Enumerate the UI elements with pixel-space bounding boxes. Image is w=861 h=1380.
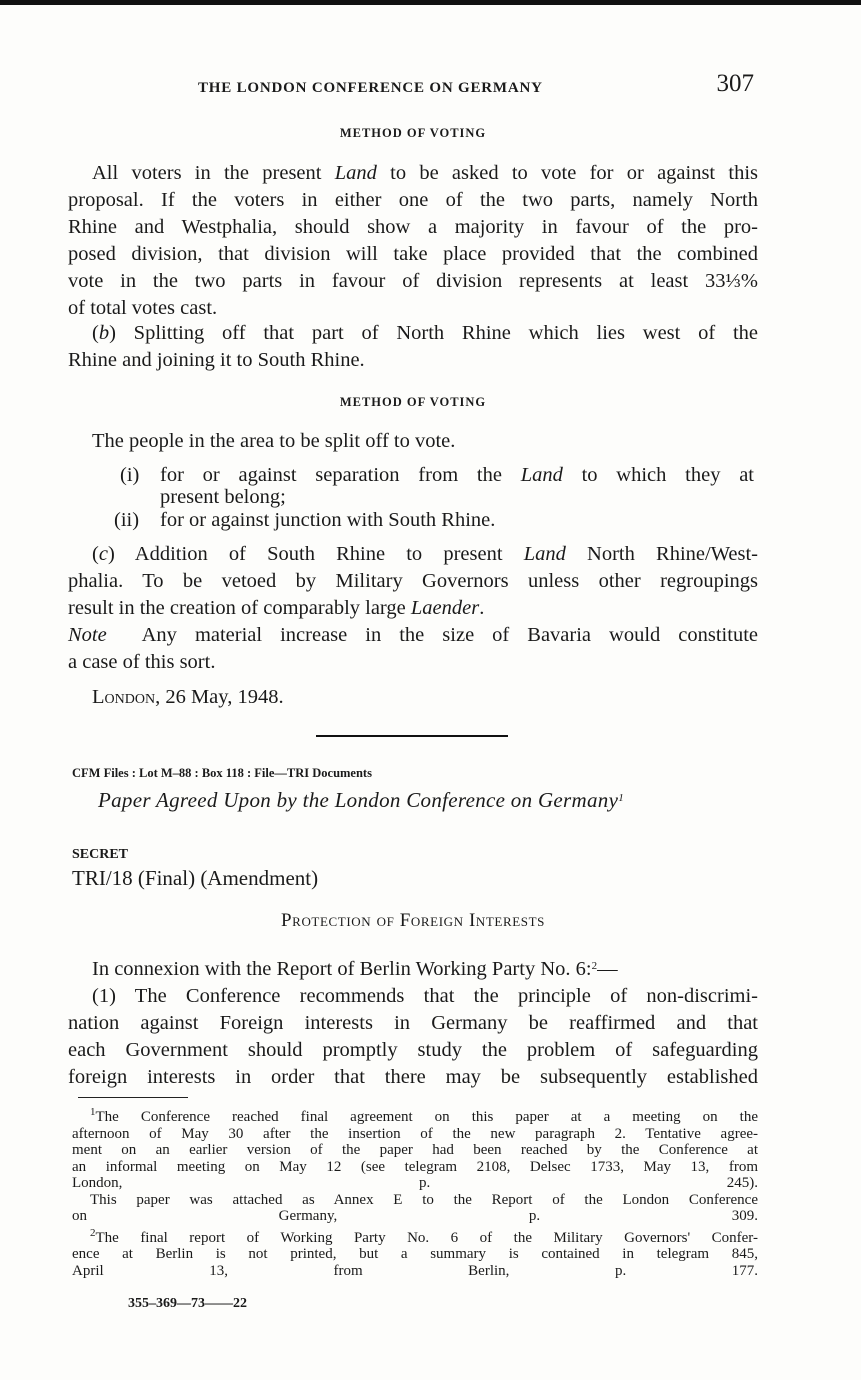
footnote-line: This paper was attached as Annex E to the Report of the London Conference <box>90 1191 758 1208</box>
intro-line <box>68 953 758 983</box>
page-header <box>68 68 758 104</box>
list-item-i <box>120 463 756 511</box>
document-title <box>98 788 624 813</box>
method-of-voting-heading-1: METHOD OF VOTING <box>339 126 487 140</box>
note-line <box>68 622 758 649</box>
footnote-ref-2: 2 <box>591 960 598 972</box>
footnote-marker-2: 2 <box>90 1226 96 1239</box>
section-divider <box>316 735 508 737</box>
voting-paragraph <box>68 160 758 322</box>
section-title: Protection of Foreign Interests <box>281 910 545 931</box>
text-line: result in the creation of comparably large Laender. <box>68 597 485 619</box>
text-line: phalia. To be vetoed by Military Governors unless other regroupings <box>68 570 758 592</box>
note-text: Any material increase in the size of Bavaria would constitute <box>141 624 758 646</box>
date-text: , 26 May, 1948. <box>155 686 284 708</box>
document-title-text: Paper Agreed Upon by the London Conference on Germany <box>98 788 619 812</box>
document-reference: TRI/18 (Final) (Amendment) <box>72 866 319 890</box>
page-number: 307 <box>716 70 754 97</box>
note-label: Note <box>68 624 107 646</box>
archive-source: CFM Files : Lot M–88 : Box 118 : File—TRI Documents <box>72 766 372 780</box>
footnote-marker-1: 1 <box>90 1106 96 1118</box>
footnote-line <box>72 1225 758 1247</box>
text-line: (c) Addition of South Rhine to present Land North Rhine/West- <box>92 543 759 565</box>
option-b-paragraph <box>68 320 758 374</box>
place-name: London <box>92 686 156 708</box>
text-line: a case of this sort. <box>68 651 216 673</box>
foreign-interests-body <box>68 953 758 1091</box>
date-line <box>68 684 758 711</box>
list-text: present belong; <box>160 486 286 508</box>
footnotes <box>72 1104 758 1279</box>
option-b-intro <box>68 428 758 455</box>
text-line: posed division, that division will take place provided that the combined <box>68 243 758 265</box>
print-code: 355–369—73——22 <box>128 1296 247 1311</box>
footnote-line: ment on an earlier version of the paper had been reached by the Conference at <box>72 1142 758 1158</box>
text-line: proposal. If the voters in either one of the two parts, namely North <box>68 189 758 211</box>
footnote-line <box>72 1104 758 1126</box>
running-title: THE LONDON CONFERENCE ON GERMANY <box>198 80 543 96</box>
footnote-line: afternoon of May 30 after the insertion of the new paragraph 2. Tentative agree- <box>72 1125 758 1142</box>
footnote-line: on Germany, p. 309. <box>72 1208 758 1224</box>
method-of-voting-heading-2: METHOD OF VOTING <box>339 395 487 409</box>
footnote-text: The Conference reached final agreement on this paper at a meeting on the <box>95 1109 758 1125</box>
text-line: The people in the area to be split off to vote. <box>92 430 456 452</box>
option-c-paragraph <box>68 541 758 676</box>
footnote-text: The final report of Working Party No. 6 of the Military Governors' Confer- <box>95 1229 758 1246</box>
footnote-line: London, p. 245). <box>72 1175 758 1191</box>
footnote-ref-1: 1 <box>618 792 624 804</box>
list-text: for or against separation from the Land to which they at <box>160 464 754 486</box>
intro-dash: — <box>597 958 618 980</box>
text-line: (b) Splitting off that part of North Rhine which lies west of the <box>92 322 758 344</box>
intro-text: In connexion with the Report of Berlin Working Party No. 6: <box>92 958 592 980</box>
text-line: of total votes cast. <box>68 297 218 319</box>
list-number: (ii) <box>114 509 140 531</box>
text-line: Rhine and joining it to South Rhine. <box>68 349 365 371</box>
text-line: each Government should promptly study the problem of safeguarding <box>68 1039 758 1061</box>
footnote-1 <box>72 1104 758 1192</box>
footnote-1b <box>72 1192 758 1225</box>
text-line: vote in the two parts in favour of division represents at least 33⅓% <box>68 270 758 292</box>
text-line: Rhine and Westphalia, should show a majority in favour of the pro- <box>68 216 758 238</box>
footnote-line: an informal meeting on May 12 (see telegram 2108, Delsec 1733, May 13, from <box>72 1158 758 1175</box>
footnote-2 <box>72 1225 758 1280</box>
footnote-line: ence at Berlin is not printed, but a summary is contained in telegram 845, <box>72 1246 758 1262</box>
footnote-line: April 13, from Berlin, p. 177. <box>72 1262 758 1279</box>
footnote-rule <box>78 1097 188 1098</box>
text-line: foreign interests in order that there may be subsequently established <box>68 1066 758 1088</box>
list-text: for or against junction with South Rhine. <box>160 509 496 531</box>
signature-line <box>68 684 758 711</box>
text-line: All voters in the present Land to be asked to vote for or against this <box>92 162 758 184</box>
text-line: (1) The Conference recommends that the principle of non-discrimi- <box>92 985 758 1007</box>
top-border-rule <box>0 0 861 5</box>
text-line: nation against Foreign interests in Germany be reaffirmed and that <box>68 1012 758 1034</box>
list-number: (i) <box>120 464 140 486</box>
classification-label: SECRET <box>72 847 129 862</box>
